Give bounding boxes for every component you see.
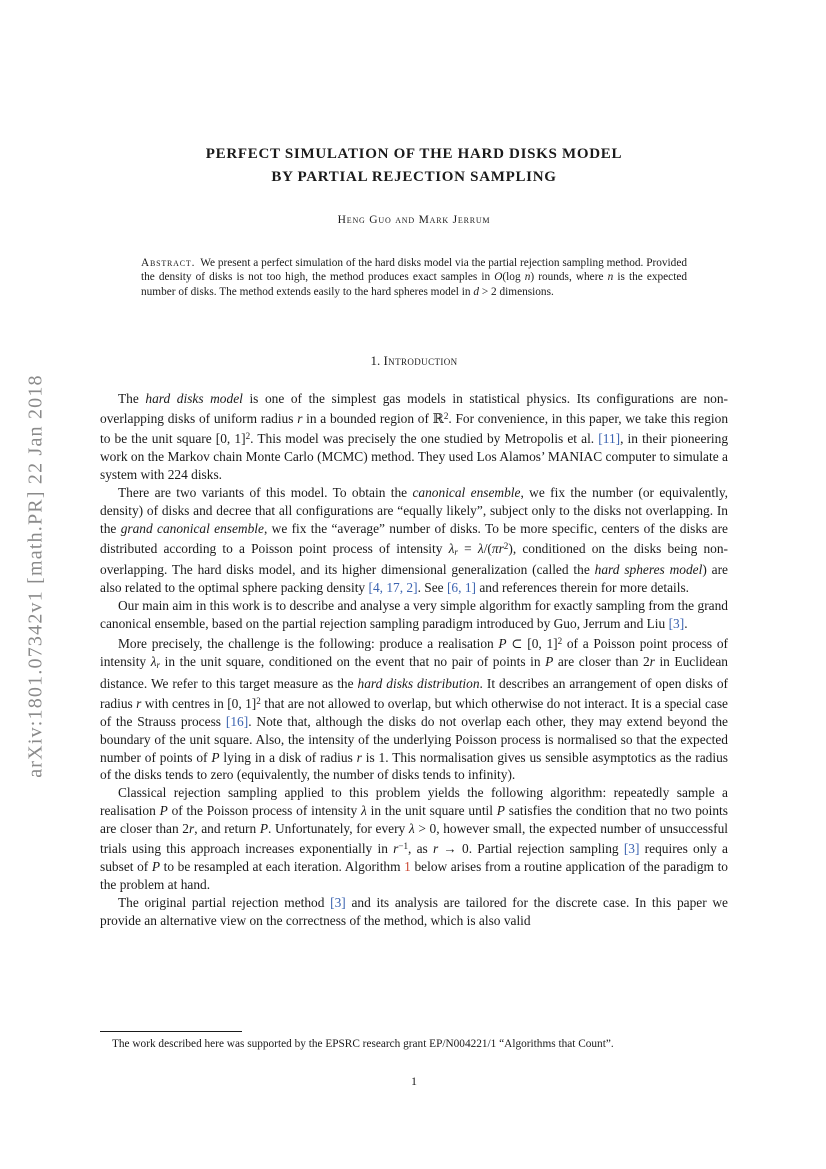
- text-run: ) rounds, where: [530, 271, 608, 284]
- citation-link[interactable]: [3]: [623, 841, 640, 857]
- text-run: are closer than 2: [553, 654, 650, 670]
- paper-content: [100, 0, 728, 930]
- text-run: .: [684, 616, 688, 632]
- text-run: P: [496, 803, 505, 819]
- algorithm-ref-link[interactable]: 1: [404, 859, 411, 875]
- text-run: r: [432, 841, 439, 857]
- text-run: We present a perfect simulation of the hard disks model via the partial rejection sampling method. Provided the density of disks is not too high, the method produces exact samples in: [141, 257, 687, 284]
- text-run: requires only a subset of: [100, 841, 729, 875]
- text-run: lying in a disk of radius: [219, 749, 357, 765]
- text-run: to be resampled at each iteration. Algorithm: [160, 859, 405, 875]
- text-run: hard disks model: [145, 391, 243, 407]
- text-run: in Euclidean distance. We refer to this target measure as the: [100, 654, 728, 691]
- text-run: ℝ: [432, 411, 444, 427]
- text-run: canonical ensemble: [412, 484, 521, 500]
- footnote-rule: [100, 1031, 242, 1032]
- text-run: 2: [256, 695, 261, 706]
- text-run: P: [211, 749, 220, 765]
- text-run: r: [393, 841, 399, 857]
- text-run: in the unit square, conditioned on the event that no pair of points in: [160, 654, 546, 670]
- text-run: in a bounded region of: [302, 411, 433, 427]
- citation-link[interactable]: [16]: [225, 713, 249, 729]
- text-run: of the Poisson process of intensity: [167, 803, 362, 819]
- text-run: O: [494, 271, 503, 284]
- text-run: λ: [150, 654, 157, 670]
- text-run: P: [159, 803, 168, 819]
- text-run: is one of the simplest gas models in statistical physics. Its configurations are non-overlapping disks of uniform radius: [100, 391, 728, 427]
- authors: Heng Guo and Mark Jerrum: [337, 214, 491, 226]
- text-run: r: [189, 821, 195, 837]
- text-run: , we fix the number (or equivalently, density) of disks and decree that all configurations are “equally likely”, subject only to the disks not overlapping. In the: [100, 484, 728, 536]
- text-run: r: [136, 695, 142, 711]
- paragraph: [100, 484, 728, 597]
- text-run: More precisely, the challenge is the following: produce a realisation: [118, 636, 499, 652]
- text-run: grand canonical ensemble: [120, 520, 264, 536]
- text-run: hard disks distribution: [357, 675, 480, 691]
- text-run: There are two variants of this model. To obtain the: [118, 484, 413, 500]
- text-run: , in their pioneering work on the Markov chain Monte Carlo (MCMC) method. They used Los Alamos’ MANIAC computer to simulate a system with 224 disks.: [100, 431, 729, 483]
- text-run: r: [649, 654, 655, 670]
- text-run: Classical rejection sampling applied to this problem yields the following algorithm: repeatedly sample a realisation: [100, 785, 728, 819]
- text-run: and its analysis are tailored for the discrete case. In this paper we provide an alternative view on the correctness of the method, which is also valid: [100, 894, 728, 928]
- footnote: [100, 1031, 728, 1051]
- paragraph: [100, 390, 728, 484]
- text-run: in the unit square until: [366, 803, 497, 819]
- text-run: . This model was precisely the one studied by Metropolis et al.: [250, 431, 599, 447]
- text-run: d: [473, 285, 480, 298]
- citation-link[interactable]: [11]: [598, 431, 621, 447]
- text-run: =: [457, 540, 478, 556]
- section-heading: [100, 353, 728, 369]
- text-run: λ: [408, 821, 415, 837]
- text-run: The: [118, 391, 146, 407]
- text-run: λ: [361, 803, 367, 819]
- text-run: P: [151, 859, 161, 875]
- text-run: λ: [448, 540, 455, 556]
- text-run: is the expected number of disks. The method extends easily to the hard spheres model in: [141, 271, 687, 298]
- abstract: [141, 256, 687, 299]
- paragraph: [100, 633, 728, 784]
- text-run: hard spheres model: [594, 562, 703, 578]
- text-run: r: [356, 749, 362, 765]
- citation-link[interactable]: [3]: [330, 894, 346, 910]
- text-run: P: [498, 636, 507, 652]
- text-run: > 0, however small, the expected number of unsuccessful trials using this approach increases exponentially in: [100, 821, 728, 857]
- text-run: , as: [408, 841, 433, 857]
- text-run: is 1. This normalisation gives us sensible asymptotics as the radius of the disks tends to zero (equivalently, the number of disks tends to infinity).: [100, 749, 729, 783]
- section-number: 1.: [370, 353, 381, 369]
- text-run: n: [607, 271, 614, 284]
- text-run: ), conditioned on the disks being non-overlapping. The hard disks model, and its higher dimensional generalization (called the: [100, 540, 728, 578]
- text-run: . Unfortunately, for every: [268, 821, 409, 837]
- paragraph: [100, 894, 728, 930]
- text-run: of a Poisson point process of intensity: [100, 636, 728, 670]
- text-run: 2: [245, 431, 251, 442]
- text-run: r: [454, 546, 458, 557]
- section-title: Introduction: [383, 353, 458, 369]
- text-run: . See: [417, 580, 447, 596]
- text-run: that are not allowed to overlap, but which otherwise do not interact. It is a special case of the Strauss process: [100, 695, 728, 729]
- text-run: πr: [491, 540, 504, 556]
- text-run: r: [297, 411, 303, 427]
- text-run: with centres in [0, 1]: [141, 695, 257, 711]
- text-run: ⊂ [0, 1]: [506, 636, 558, 652]
- text-run: −1: [398, 841, 409, 852]
- text-run: Our main aim in this work is to describe and analyse a very simple algorithm for exactly sampling from the grand canonical ensemble, based on the partial rejection sampling paradigm introduced by Guo, Jerrum and Liu: [100, 598, 728, 632]
- text-run: , and return: [194, 821, 260, 837]
- text-run: The original partial rejection method: [118, 894, 331, 910]
- arxiv-watermark: arXiv:1801.07342v1 [math.PR] 22 Jan 2018: [24, 374, 47, 778]
- abstract-text: [141, 257, 687, 298]
- text-run: . It describes an arrangement of open disks of radius: [100, 675, 729, 711]
- text-run: r: [156, 659, 161, 670]
- text-run: > 2 dimensions.: [479, 285, 554, 298]
- text-run: below arises from a routine application of the paradigm to the problem at hand.: [100, 859, 728, 892]
- text-run: n: [524, 271, 531, 284]
- page-number: 1: [411, 1074, 417, 1088]
- text-run: (log: [502, 271, 525, 284]
- text-run: ) are also related to the optimal sphere packing density: [100, 562, 728, 596]
- paragraph: [100, 784, 728, 894]
- text-run: P: [545, 654, 554, 670]
- text-run: , we fix the “average” number of disks. To be more specific, centers of the disks are distributed according to a Poisson point process of intensity: [100, 520, 728, 556]
- text-run: /(: [483, 540, 492, 556]
- paper-title: [100, 143, 728, 188]
- introduction-paragraphs: [100, 390, 728, 929]
- text-run: 2: [443, 411, 449, 422]
- text-run: → 0. Partial rejection sampling: [438, 841, 624, 857]
- text-run: 2: [557, 636, 563, 647]
- text-run: The work described here was supported by the EPSRC research grant EP/N004221/1 “Algorithms that Count”.: [112, 1038, 614, 1050]
- citation-link[interactable]: [3]: [668, 616, 685, 632]
- text-run: P: [259, 821, 269, 837]
- text-run: satisfies the condition that no two points are closer than 2: [100, 803, 728, 837]
- footnote-text: [100, 1037, 728, 1051]
- abstract-label: Abstract.: [141, 257, 196, 269]
- text-run: . For convenience, in this paper, we take this region to be the unit square [0, 1]: [100, 411, 729, 447]
- text-run: . Note that, although the disks do not overlap each other, they may extend beyond the boundary of the unit square. Also, the intensity of the underlying Poisson process is normalised so that the expected number of points of: [100, 713, 728, 765]
- paragraph: [100, 597, 728, 633]
- title-line-1: PERFECT SIMULATION OF THE HARD DISKS MODEL: [205, 146, 623, 162]
- citation-link[interactable]: [6, 1]: [446, 580, 476, 596]
- text-run: and references therein for more details.: [475, 580, 690, 596]
- text-run: 2: [503, 540, 509, 551]
- title-line-2: BY PARTIAL REJECTION SAMPLING: [271, 168, 557, 185]
- citation-link[interactable]: [4, 17, 2]: [368, 580, 418, 596]
- text-run: λ: [477, 540, 484, 556]
